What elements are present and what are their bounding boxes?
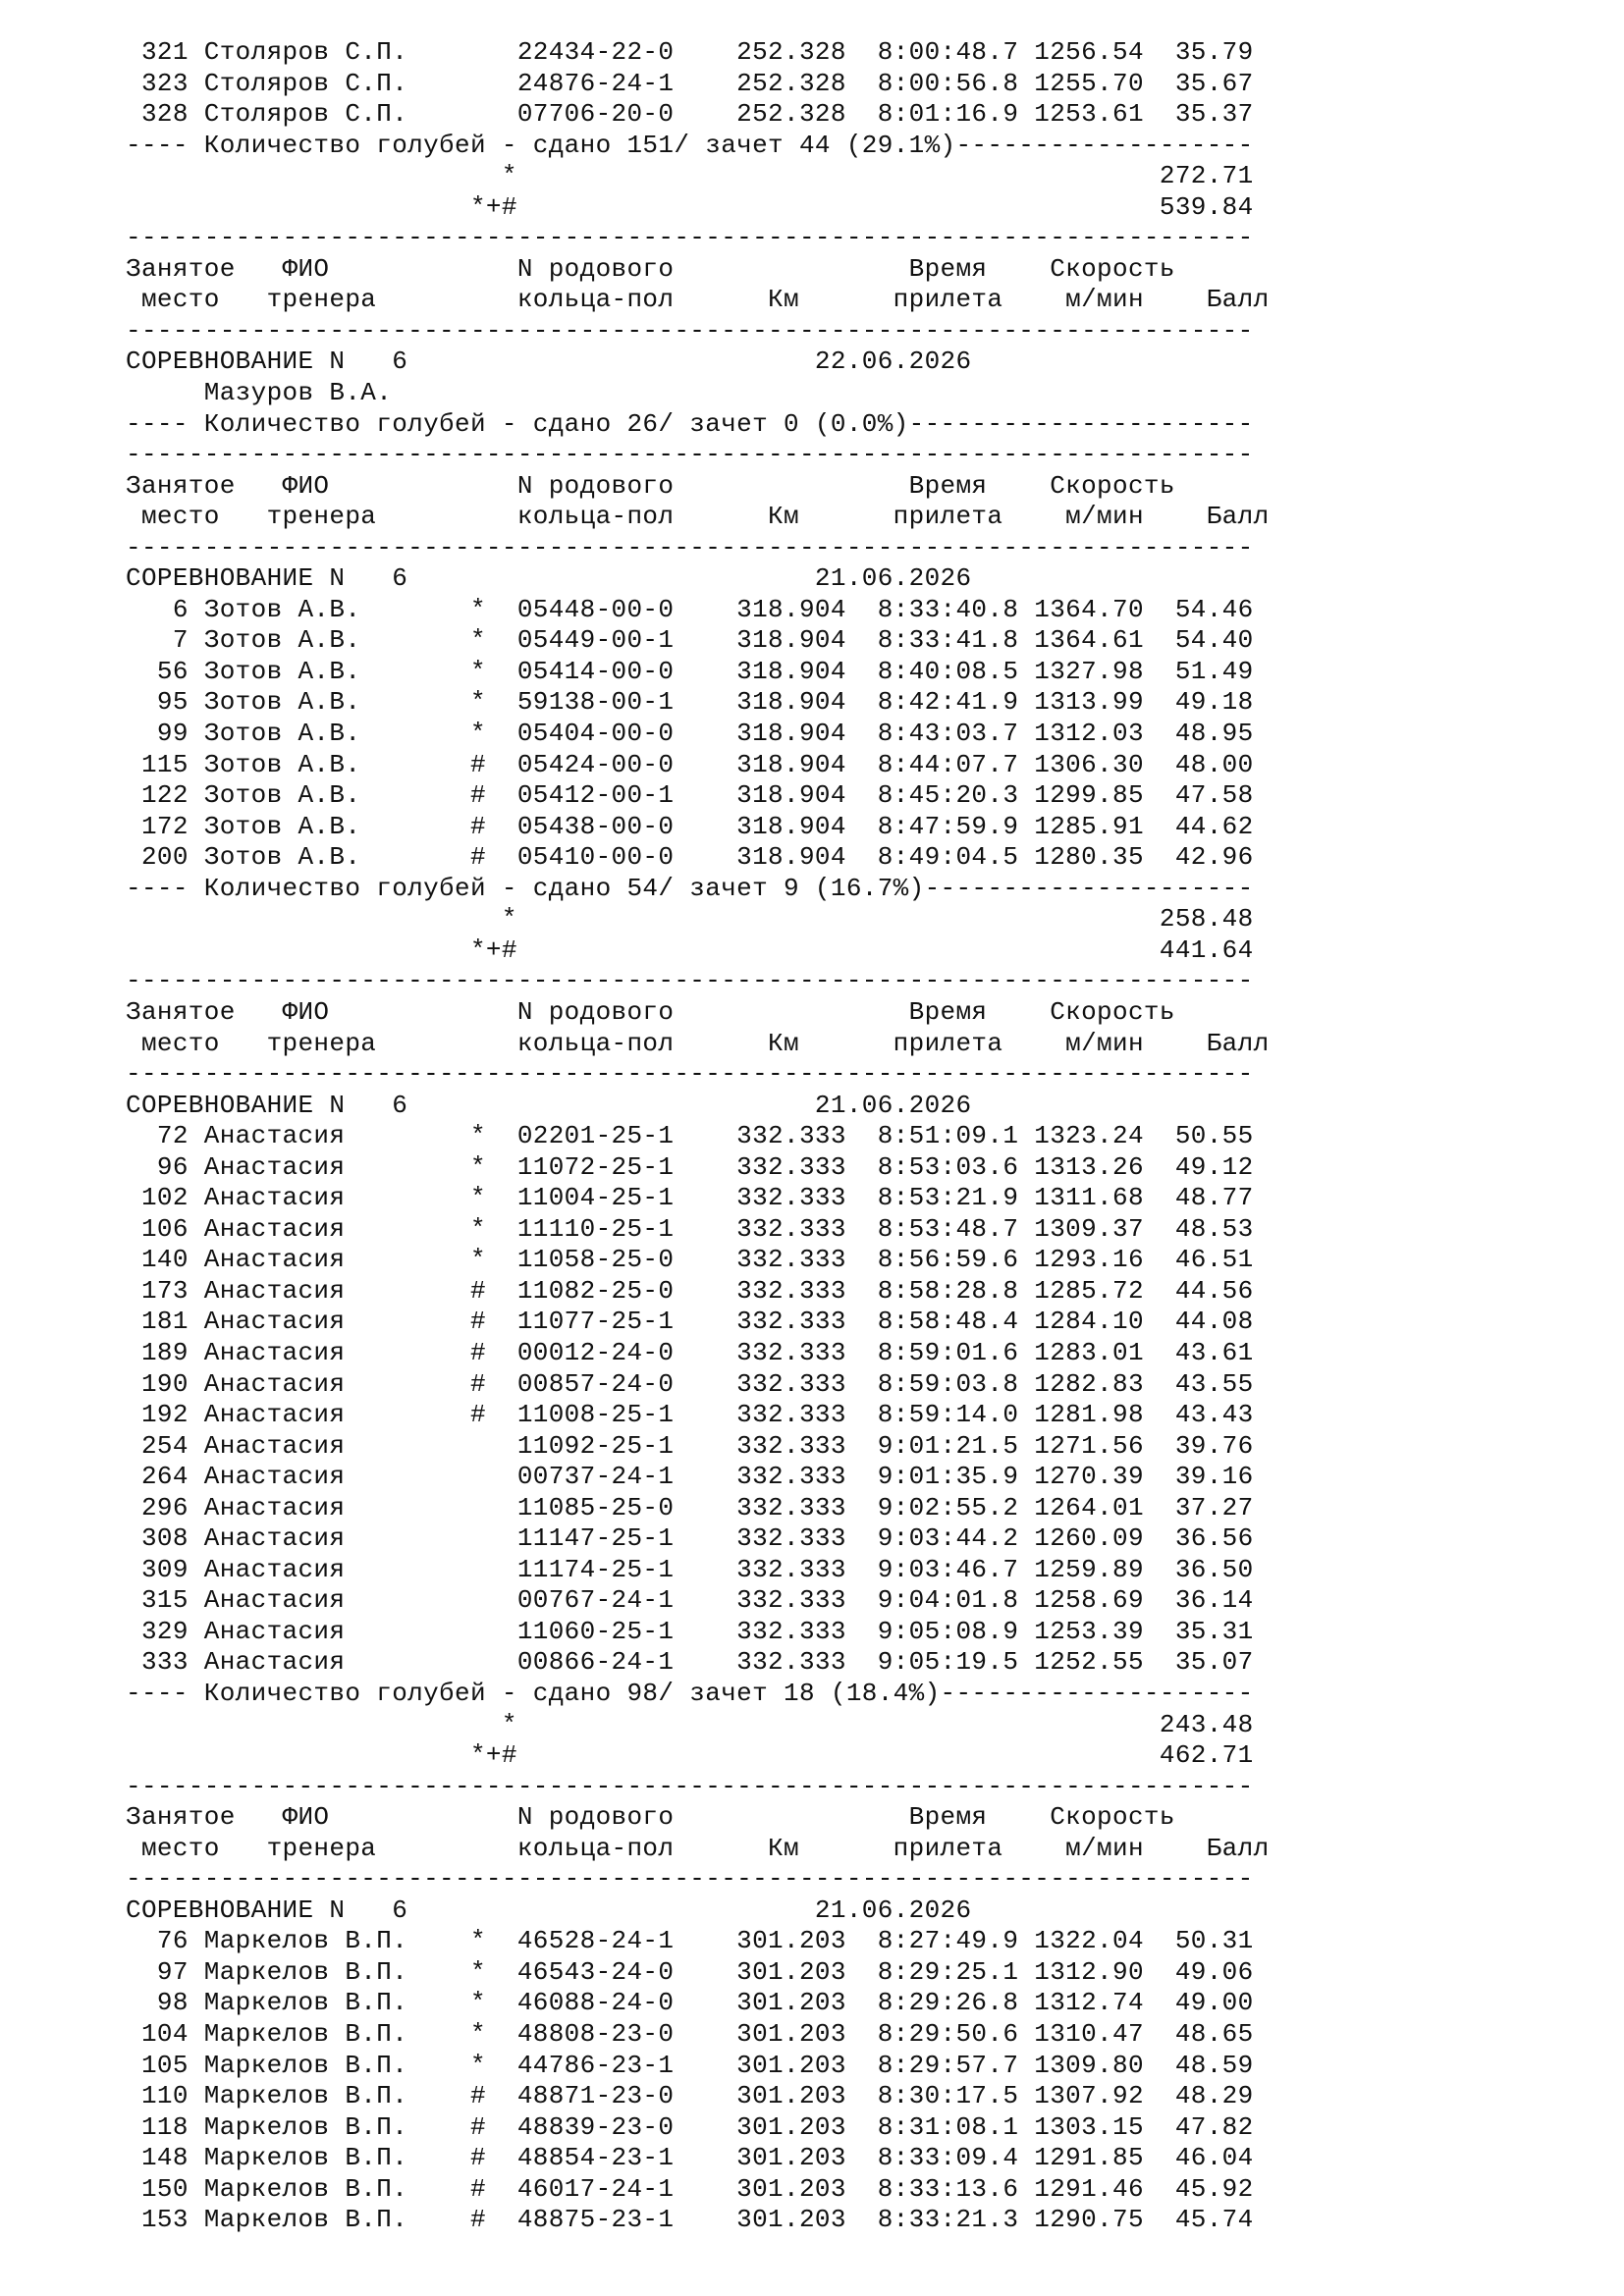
result-row: 329 Анастасия 11060-25-1 332.333 9:05:08.9 1253.39 35.31 — [126, 1616, 1254, 1646]
result-row: 7 Зотов А.В. * 05449-00-1 318.904 8:33:41.8 1364.61 54.40 — [126, 625, 1254, 656]
result-row: 106 Анастасия * 11110-25-1 332.333 8:53:48.7 1309.37 48.53 — [126, 1213, 1254, 1244]
points-total-row: * 243.48 — [126, 1709, 1254, 1739]
column-header-row-2: место тренера кольца-пол Км прилета м/мин Балл — [126, 285, 1270, 315]
result-row: 118 Маркелов В.П. # 48839-23-0 301.203 8:31:08.1 1303.15 47.82 — [126, 2111, 1254, 2142]
result-row: 76 Маркелов В.П. * 46528-24-1 301.203 8:27:49.9 1322.04 50.31 — [126, 1926, 1254, 1956]
column-header-row-1: Занятое ФИО N родового Время Скорость — [126, 253, 1175, 284]
result-row: 192 Анастасия # 11008-25-1 332.333 8:59:14.0 1281.98 43.43 — [126, 1400, 1254, 1430]
result-row: 140 Анастасия * 11058-25-0 332.333 8:56:59.6 1293.16 46.51 — [126, 1245, 1254, 1275]
result-row: 321 Столяров С.П. 22434-22-0 252.328 8:00:48.7 1256.54 35.79 — [126, 37, 1254, 67]
points-total-row: *+# 462.71 — [126, 1740, 1254, 1771]
results-printout — [126, 37, 1270, 2236]
result-row: 153 Маркелов В.П. # 48875-23-1 301.203 8:33:21.3 1290.75 45.74 — [126, 2205, 1254, 2235]
result-row: 96 Анастасия * 11072-25-1 332.333 8:53:03.6 1313.26 49.12 — [126, 1151, 1254, 1182]
points-total-row: * 258.48 — [126, 904, 1254, 934]
result-row: 56 Зотов А.В. * 05414-00-0 318.904 8:40:08.5 1327.98 51.49 — [126, 656, 1254, 686]
result-row: 148 Маркелов В.П. # 48854-23-1 301.203 8:33:09.4 1291.85 46.04 — [126, 2143, 1254, 2173]
result-row: 150 Маркелов В.П. # 46017-24-1 301.203 8:33:13.6 1291.46 45.92 — [126, 2173, 1254, 2204]
result-row: 104 Маркелов В.П. * 48808-23-0 301.203 8:29:50.6 1310.47 48.65 — [126, 2019, 1254, 2049]
separator-line: ------------------------------------------------------------------------ — [126, 532, 1254, 562]
result-row: 172 Зотов А.В. # 05438-00-0 318.904 8:47:59.9 1285.91 44.62 — [126, 811, 1254, 841]
column-header-row-2: место тренера кольца-пол Км прилета м/мин Балл — [126, 1833, 1270, 1863]
separator-line: ------------------------------------------------------------------------ — [126, 223, 1254, 253]
result-row: 97 Маркелов В.П. * 46543-24-0 301.203 8:29:25.1 1312.90 49.06 — [126, 1956, 1254, 1987]
result-row: 72 Анастасия * 02201-25-1 332.333 8:51:09.1 1323.24 50.55 — [126, 1121, 1254, 1151]
result-row: 173 Анастасия # 11082-25-0 332.333 8:58:28.8 1285.72 44.56 — [126, 1275, 1254, 1306]
separator-line: ------------------------------------------------------------------------ — [126, 1059, 1254, 1090]
competition-header: СОРЕВНОВАНИЕ N 6 21.06.2026 — [126, 563, 972, 594]
separator-line: ------------------------------------------------------------------------ — [126, 315, 1254, 346]
pigeon-count-summary: ---- Количество голубей - сдано 26/ зачет 0 (0.0%)---------------------- — [126, 408, 1254, 439]
column-header-row-2: место тренера кольца-пол Км прилета м/мин Балл — [126, 502, 1270, 532]
separator-line: ------------------------------------------------------------------------ — [126, 1771, 1254, 1801]
result-row: 190 Анастасия # 00857-24-0 332.333 8:59:03.8 1282.83 43.55 — [126, 1368, 1254, 1399]
competition-header: СОРЕВНОВАНИЕ N 6 21.06.2026 — [126, 1895, 972, 1925]
column-header-row-1: Занятое ФИО N родового Время Скорость — [126, 996, 1175, 1027]
competition-header: СОРЕВНОВАНИЕ N 6 21.06.2026 — [126, 1090, 972, 1120]
result-row: 102 Анастасия * 11004-25-1 332.333 8:53:21.9 1311.68 48.77 — [126, 1183, 1254, 1213]
result-row: 309 Анастасия 11174-25-1 332.333 9:03:46.7 1259.89 36.50 — [126, 1554, 1254, 1584]
result-row: 323 Столяров С.П. 24876-24-1 252.328 8:00:56.8 1255.70 35.67 — [126, 68, 1254, 98]
competition-header: СОРЕВНОВАНИЕ N 6 22.06.2026 — [126, 347, 972, 377]
trainer-name-row: Мазуров В.А. — [126, 378, 393, 408]
result-row: 315 Анастасия 00767-24-1 332.333 9:04:01.8 1258.69 36.14 — [126, 1585, 1254, 1616]
result-row: 98 Маркелов В.П. * 46088-24-0 301.203 8:29:26.8 1312.74 49.00 — [126, 1988, 1254, 2018]
pigeon-count-summary: ---- Количество голубей - сдано 54/ зачет 9 (16.7%)--------------------- — [126, 873, 1254, 903]
pigeon-count-summary: ---- Количество голубей - сдано 98/ зачет 18 (18.4%)-------------------- — [126, 1678, 1254, 1708]
result-row: 254 Анастасия 11092-25-1 332.333 9:01:21.5 1271.56 39.76 — [126, 1430, 1254, 1461]
separator-line: ------------------------------------------------------------------------ — [126, 1864, 1254, 1895]
result-row: 333 Анастасия 00866-24-1 332.333 9:05:19.5 1252.55 35.07 — [126, 1647, 1254, 1678]
result-row: 110 Маркелов В.П. # 48871-23-0 301.203 8:30:17.5 1307.92 48.29 — [126, 2081, 1254, 2111]
result-row: 95 Зотов А.В. * 59138-00-1 318.904 8:42:41.9 1313.99 49.18 — [126, 687, 1254, 718]
pigeon-count-summary: ---- Количество голубей - сдано 151/ зачет 44 (29.1%)------------------- — [126, 130, 1254, 160]
points-total-row: * 272.71 — [126, 161, 1254, 191]
result-row: 308 Анастасия 11147-25-1 332.333 9:03:44.2 1260.09 36.56 — [126, 1523, 1254, 1554]
result-row: 189 Анастасия # 00012-24-0 332.333 8:59:01.6 1283.01 43.61 — [126, 1337, 1254, 1367]
result-row: 328 Столяров С.П. 07706-20-0 252.328 8:01:16.9 1253.61 35.37 — [126, 99, 1254, 130]
points-total-row: *+# 539.84 — [126, 191, 1254, 222]
points-total-row: *+# 441.64 — [126, 934, 1254, 965]
result-row: 296 Анастасия 11085-25-0 332.333 9:02:55.2 1264.01 37.27 — [126, 1492, 1254, 1522]
result-row: 200 Зотов А.В. # 05410-00-0 318.904 8:49:04.5 1280.35 42.96 — [126, 842, 1254, 873]
separator-line: ------------------------------------------------------------------------ — [126, 440, 1254, 470]
result-row: 264 Анастасия 00737-24-1 332.333 9:01:35.9 1270.39 39.16 — [126, 1462, 1254, 1492]
result-row: 105 Маркелов В.П. * 44786-23-1 301.203 8:29:57.7 1309.80 48.59 — [126, 2050, 1254, 2080]
result-row: 181 Анастасия # 11077-25-1 332.333 8:58:48.4 1284.10 44.08 — [126, 1307, 1254, 1337]
result-row: 99 Зотов А.В. * 05404-00-0 318.904 8:43:03.7 1312.03 48.95 — [126, 719, 1254, 749]
result-row: 115 Зотов А.В. # 05424-00-0 318.904 8:44:07.7 1306.30 48.00 — [126, 749, 1254, 779]
column-header-row-1: Занятое ФИО N родового Время Скорость — [126, 1802, 1175, 1833]
column-header-row-1: Занятое ФИО N родового Время Скорость — [126, 470, 1175, 501]
result-row: 122 Зотов А.В. # 05412-00-1 318.904 8:45:20.3 1299.85 47.58 — [126, 780, 1254, 811]
result-row: 6 Зотов А.В. * 05448-00-0 318.904 8:33:40.8 1364.70 54.46 — [126, 594, 1254, 624]
separator-line: ------------------------------------------------------------------------ — [126, 966, 1254, 996]
column-header-row-2: место тренера кольца-пол Км прилета м/мин Балл — [126, 1028, 1270, 1058]
